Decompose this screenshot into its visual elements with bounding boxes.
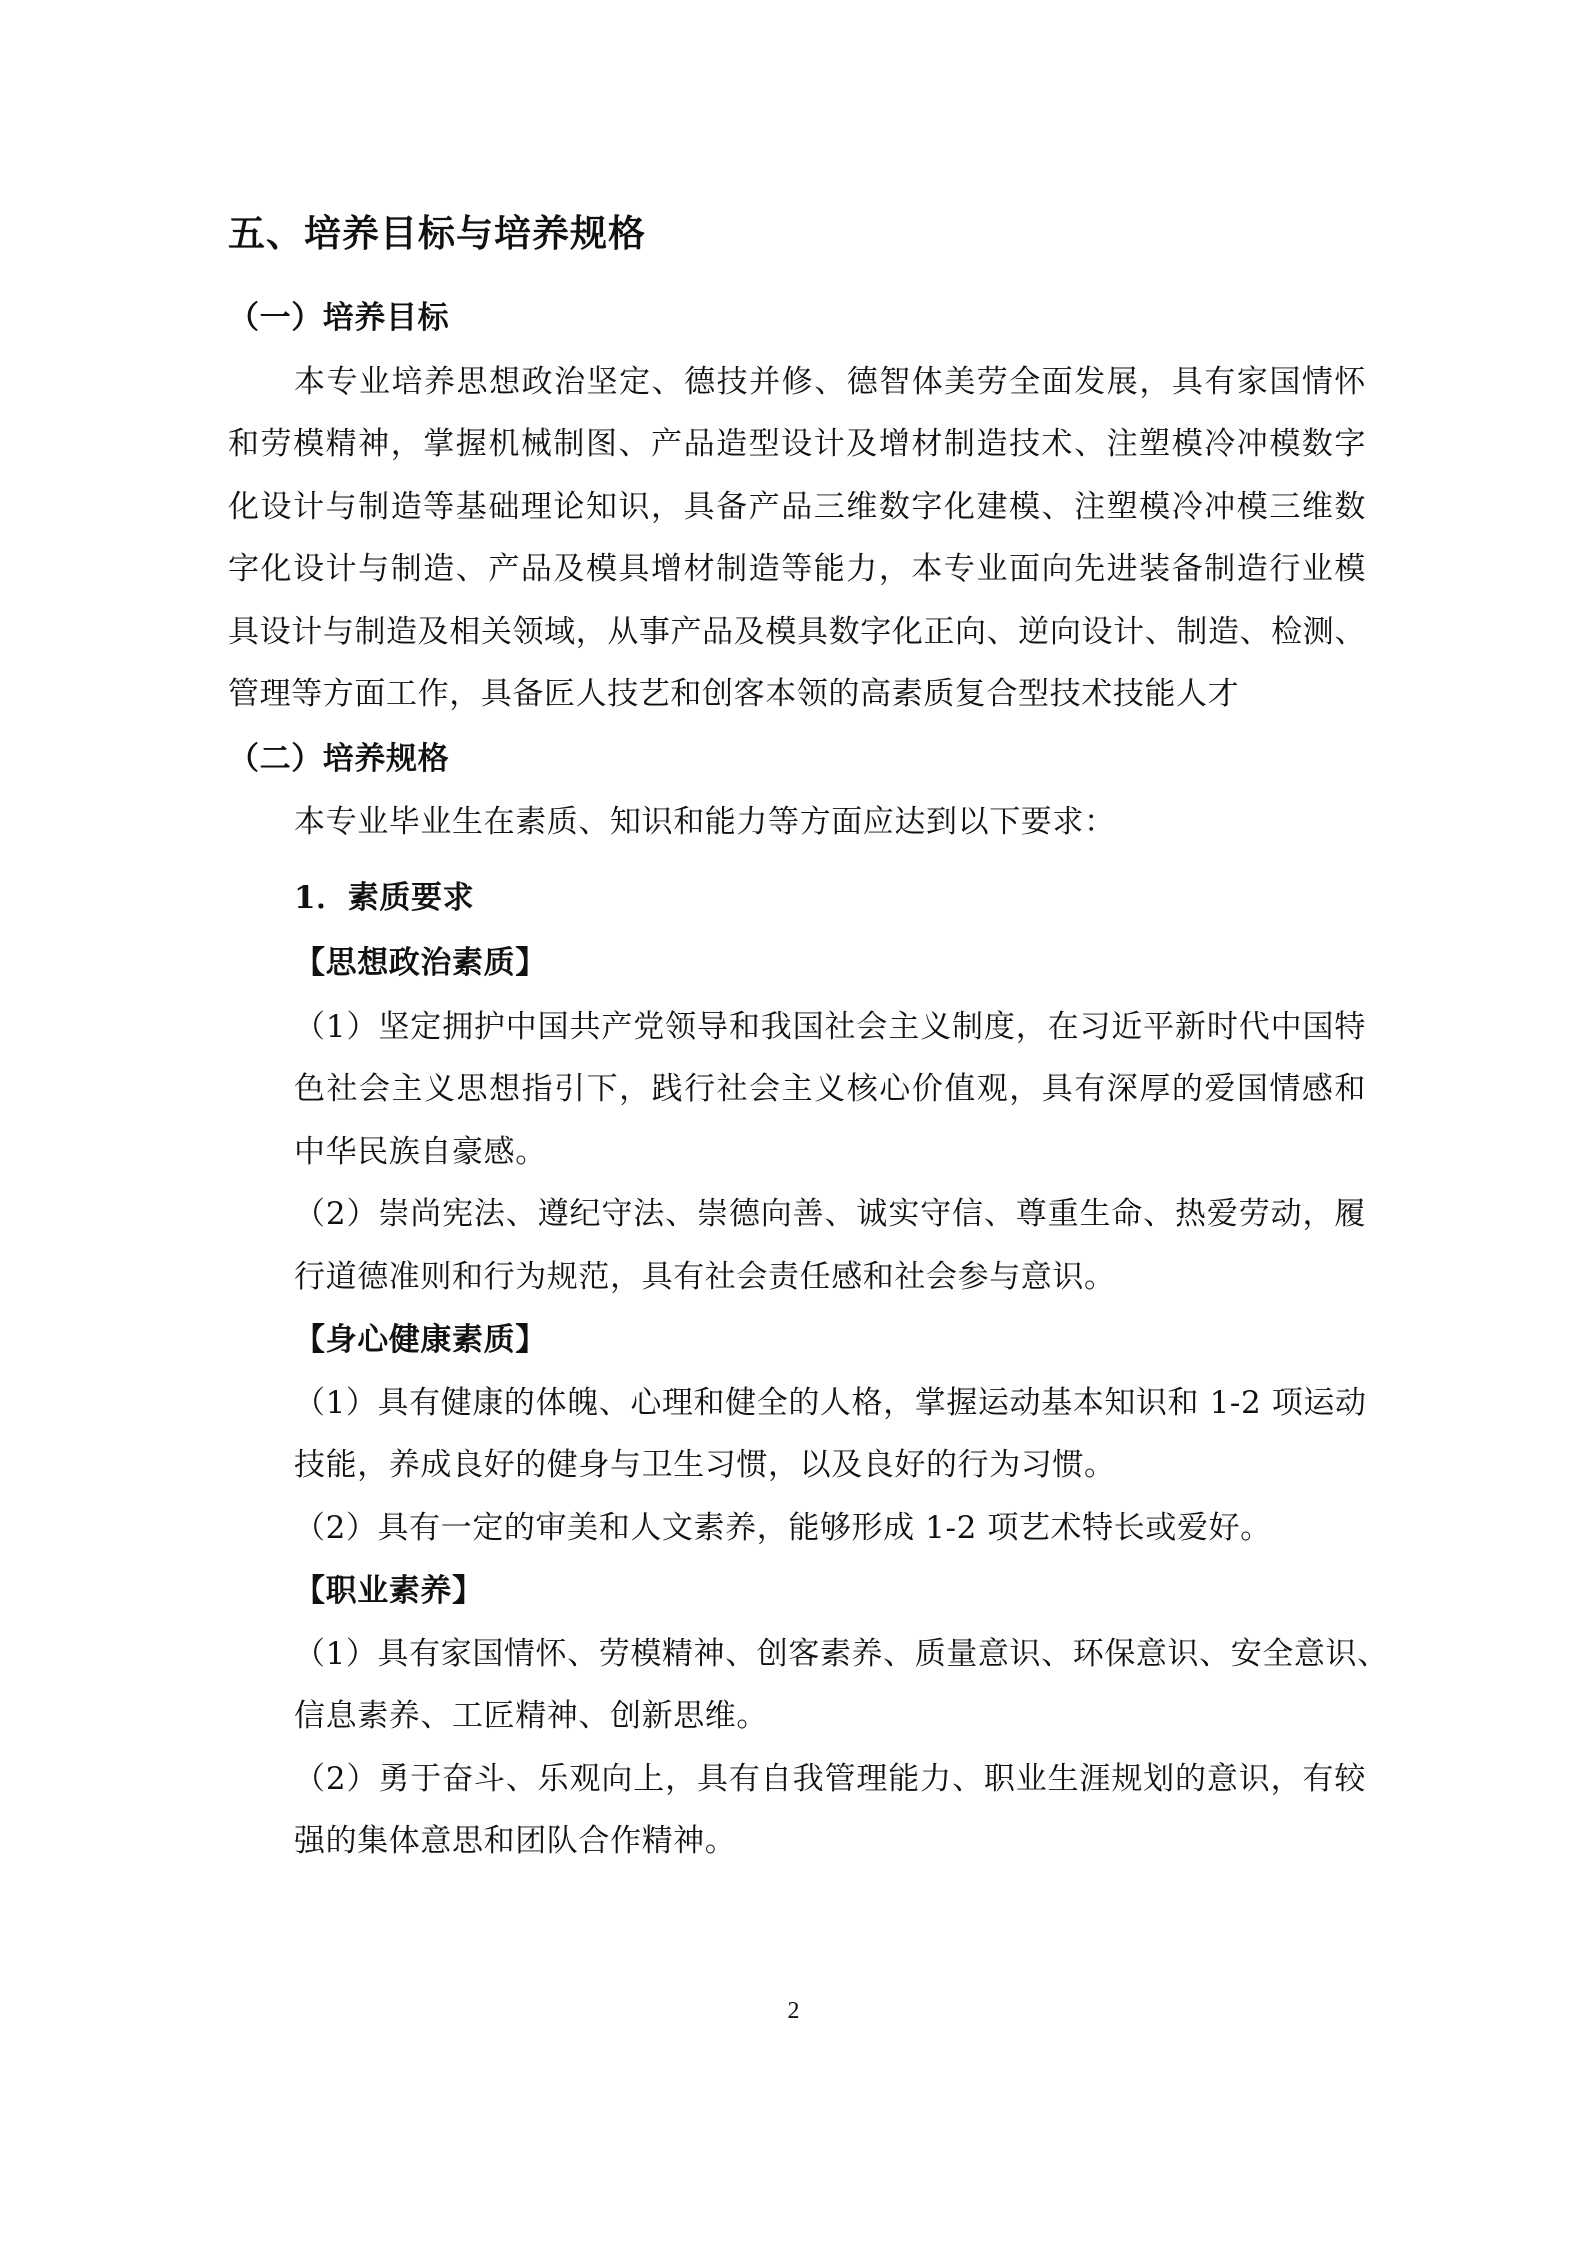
paragraph-line: 化设计与制造等基础理论知识，具备产品三维数字化建模、注塑模冷冲模三维数 [228,489,1366,525]
paragraph-intro: 本专业毕业生在素质、知识和能力等方面应达到以下要求： [294,804,1116,840]
list-item-line: 中华民族自豪感。 [294,1134,547,1170]
list-item-line: （1）具有家国情怀、劳模精神、创客素养、质量意识、环保意识、安全意识、 [294,1636,1389,1672]
list-item-line: （1）坚定拥护中国共产党领导和我国社会主义制度，在习近平新时代中国特 [294,1009,1366,1045]
section-title-training-goal: （一）培养目标 [228,300,450,336]
group-title: 【思想政治素质】 [294,945,547,981]
list-item-line: 色社会主义思想指引下，践行社会主义核心价值观，具有深厚的爱国情感和 [294,1071,1366,1107]
paragraph-line: 管理等方面工作，具备匠人技艺和创客本领的高素质复合型技术技能人才 [228,676,1240,712]
list-item-line: （1）具有健康的体魄、心理和健全的人格，掌握运动基本知识和 1-2 项运动 [294,1385,1367,1421]
list-item-line: 技能，养成良好的健身与卫生习惯，以及良好的行为习惯。 [294,1447,1116,1483]
list-item-line: 信息素养、工匠精神、创新思维。 [294,1698,768,1734]
list-item-line: （2）勇于奋斗、乐观向上，具有自我管理能力、职业生涯规划的意识，有较 [294,1761,1366,1797]
section-title-training-spec: （二）培养规格 [228,741,450,777]
list-item-line: （2）具有一定的审美和人文素养，能够形成 1-2 项艺术特长或爱好。 [294,1510,1272,1546]
group-title: 【职业素养】 [294,1573,484,1609]
group-title: 【身心健康素质】 [294,1322,547,1358]
subheading-quality-requirements: 1．素质要求 [294,880,475,916]
list-item-line: 行道德准则和行为规范，具有社会责任感和社会参与意识。 [294,1259,1116,1295]
paragraph-line: 具设计与制造及相关领域，从事产品及模具数字化正向、逆向设计、制造、检测、 [228,614,1366,650]
page-number: 2 [787,1998,800,2024]
paragraph-line: 和劳模精神，掌握机械制图、产品造型设计及增材制造技术、注塑模冷冲模数字 [228,426,1366,462]
paragraph-line: 本专业培养思想政治坚定、德技并修、德智体美劳全面发展，具有家国情怀 [294,364,1366,400]
chapter-heading: 五、培养目标与培养规格 [228,212,646,255]
list-item-line: （2）崇尚宪法、遵纪守法、崇德向善、诚实守信、尊重生命、热爱劳动，履 [294,1196,1366,1232]
list-item-line: 强的集体意思和团队合作精神。 [294,1823,737,1859]
paragraph-line: 字化设计与制造、产品及模具增材制造等能力，本专业面向先进装备制造行业模 [228,551,1366,587]
